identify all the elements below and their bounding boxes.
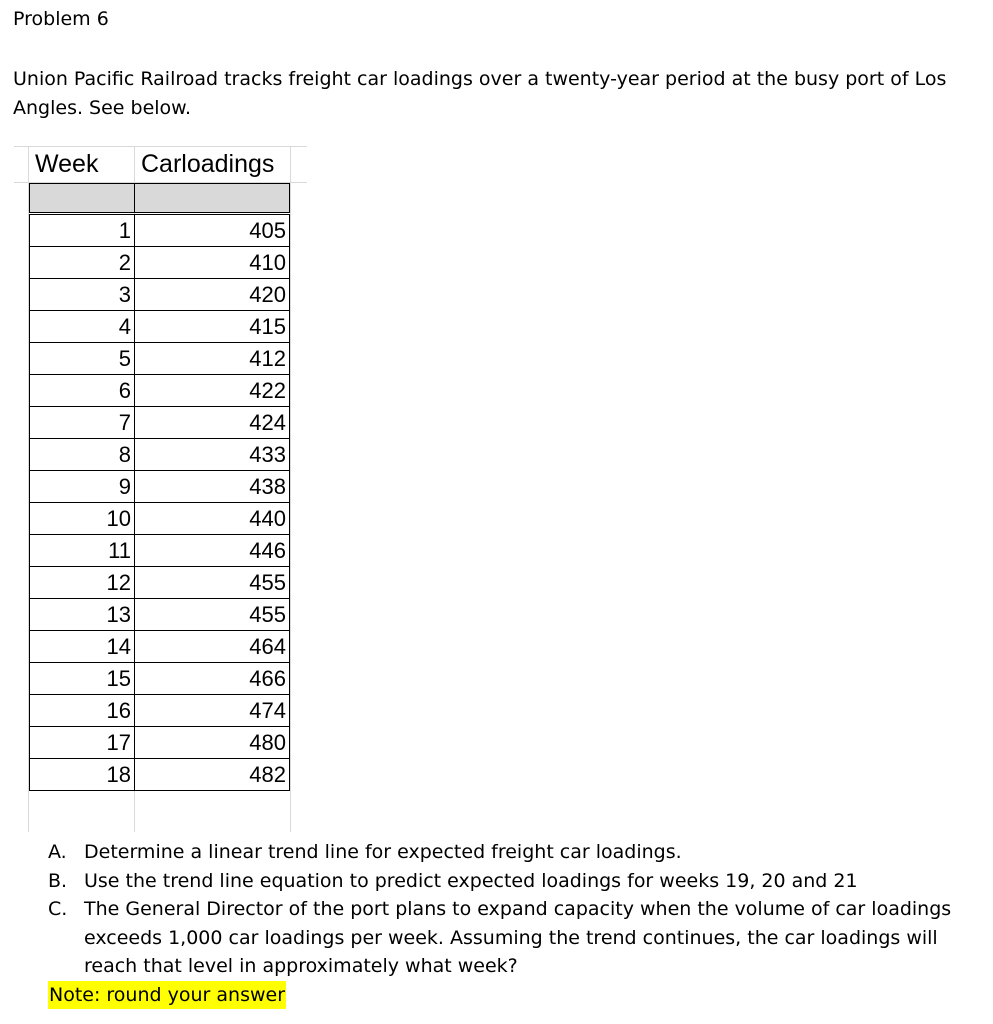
question-text: The General Director of the port plans to expand capacity when the volume of car loadings exceeds 1,000 car loadings per week. Assuming the trend continues, the car loadings will reach that level in approximately what week?	[84, 898, 952, 977]
table-row	[30, 439, 290, 471]
questions-list	[48, 838, 968, 1009]
note-line	[48, 981, 968, 1010]
week-cell: 9	[30, 471, 135, 503]
week-cell: 2	[30, 247, 135, 279]
carloadings-cell: 420	[135, 279, 290, 311]
table-row	[30, 407, 290, 439]
question-b	[48, 867, 968, 896]
table-row	[30, 695, 290, 727]
carloadings-cell: 405	[135, 215, 290, 247]
carloadings-cell: 433	[135, 439, 290, 471]
table-row	[30, 311, 290, 343]
week-cell: 13	[30, 599, 135, 631]
table-row	[30, 215, 290, 247]
carloadings-cell: 446	[135, 535, 290, 567]
header-fill-cell	[29, 183, 135, 213]
week-cell: 17	[30, 727, 135, 759]
question-letter: B.	[48, 869, 68, 892]
week-cell: 7	[30, 407, 135, 439]
question-a	[48, 838, 968, 867]
week-cell: 1	[30, 215, 135, 247]
gridline	[290, 146, 291, 832]
question-text: Use the trend line equation to predict expected loadings for weeks 19, 20 and 21	[84, 869, 858, 892]
table-row	[30, 247, 290, 279]
table-row	[30, 631, 290, 663]
spreadsheet	[14, 146, 307, 832]
question-letter: C.	[48, 898, 68, 920]
table-row	[30, 535, 290, 567]
carloadings-cell: 438	[135, 471, 290, 503]
carloadings-cell: 412	[135, 343, 290, 375]
question-c	[48, 895, 968, 981]
week-cell: 4	[30, 311, 135, 343]
table-row	[30, 727, 290, 759]
header-week: Week	[35, 150, 99, 178]
week-cell: 16	[30, 695, 135, 727]
carloadings-cell: 422	[135, 375, 290, 407]
table-row	[30, 567, 290, 599]
week-cell: 14	[30, 631, 135, 663]
week-cell: 15	[30, 663, 135, 695]
data-table	[29, 214, 290, 791]
week-cell: 12	[30, 567, 135, 599]
week-cell: 18	[30, 759, 135, 791]
question-letter: A.	[48, 841, 67, 863]
table-row	[30, 759, 290, 791]
carloadings-cell: 480	[135, 727, 290, 759]
table-row	[30, 343, 290, 375]
carloadings-cell: 464	[135, 631, 290, 663]
carloadings-cell: 455	[135, 567, 290, 599]
carloadings-cell: 482	[135, 759, 290, 791]
intro-paragraph: Union Pacific Railroad tracks freight car loadings over a twenty-year period at the busy port of Los Angles. See below.	[13, 68, 947, 119]
table-row	[30, 279, 290, 311]
week-cell: 5	[30, 343, 135, 375]
question-text: Determine a linear trend line for expected freight car loadings.	[84, 841, 682, 863]
carloadings-cell: 455	[135, 599, 290, 631]
week-cell: 3	[30, 279, 135, 311]
table-row	[30, 471, 290, 503]
carloadings-cell: 474	[135, 695, 290, 727]
week-cell: 8	[30, 439, 135, 471]
carloadings-cell: 410	[135, 247, 290, 279]
week-cell: 6	[30, 375, 135, 407]
table-row	[30, 503, 290, 535]
note-highlight: Note: round your answer	[48, 981, 286, 1010]
week-cell: 10	[30, 503, 135, 535]
gridline	[14, 146, 307, 147]
carloadings-cell: 424	[135, 407, 290, 439]
problem-title: Problem 6	[13, 8, 109, 30]
carloadings-cell: 415	[135, 311, 290, 343]
table-row	[30, 599, 290, 631]
carloadings-cell: 466	[135, 663, 290, 695]
header-carloadings: Carloadings	[141, 150, 275, 178]
carloadings-cell: 440	[135, 503, 290, 535]
header-fill-cell	[134, 183, 290, 213]
week-cell: 11	[30, 535, 135, 567]
table-row	[30, 375, 290, 407]
table-row	[30, 663, 290, 695]
